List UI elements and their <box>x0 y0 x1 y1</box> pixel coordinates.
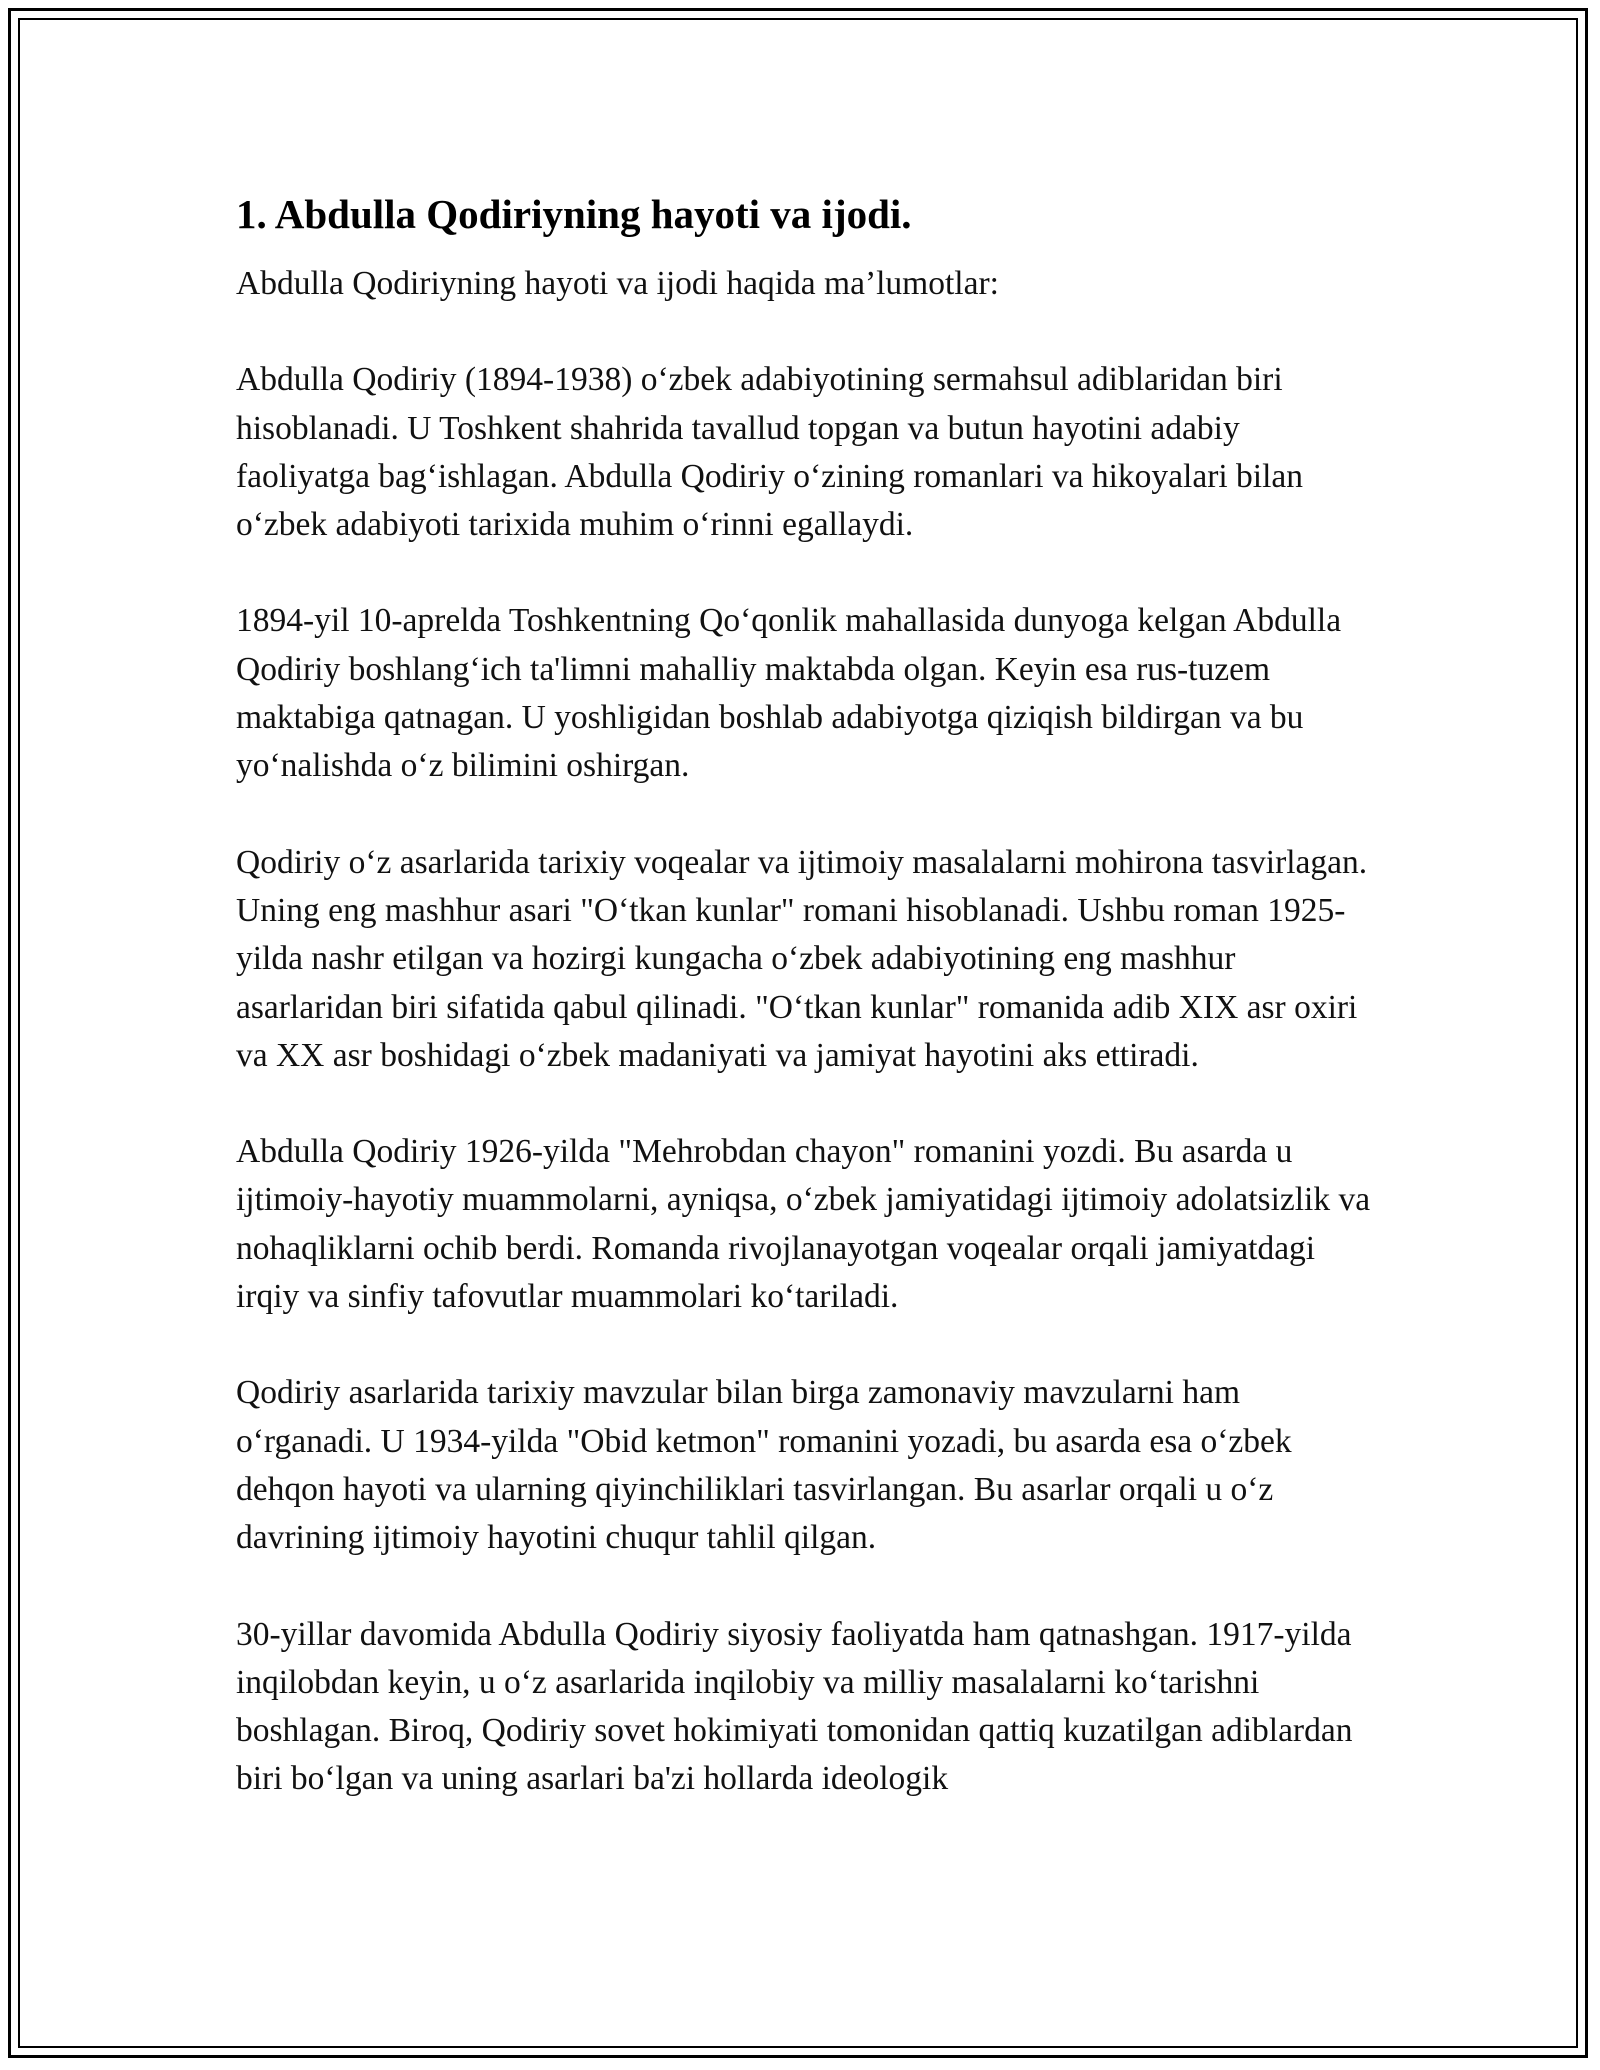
paragraph-otkan-kunlar: Qodiriy o‘z asarlarida tarixiy voqealar va ijtimoiy masalalarni mohirona tasvirlagan. Uning eng mashhur asari "O‘tkan kunlar" romani hisoblanadi. Ushbu roman 1925-yilda nashr etilgan va hozirgi kungacha o‘zbek adabiyotining eng mashhur asarlaridan biri sifatida qabul qilinadi. "O‘tkan kunlar" romanida adib XIX asr oxiri va XX asr boshidagi o‘zbek madaniyati va jamiyat hayotini aks ettiradi. <box>236 843 1368 1074</box>
paragraph-political-activity: 30-yillar davomida Abdulla Qodiriy siyosiy faoliyatda ham qatnashgan. 1917-yilda inqilobdan keyin, u o‘z asarlarida inqilobiy va milliy masalalarni ko‘tarishni boshlagan. Biroq, Qodiriy sovet hokimiyati tomonidan qattiq kuzatilgan adiblardan biri bo‘lgan va uning asarlari ba'zi hollarda ideologik <box>236 1615 1353 1798</box>
intro-paragraph: Abdulla Qodiriyning hayoti va ijodi haqida ma’lumotlar: <box>236 265 999 302</box>
section-heading: 1. Abdulla Qodiriyning hayoti va ijodi. <box>236 191 912 237</box>
paragraph-mehrobdan-chayon: Abdulla Qodiriy 1926-yilda "Mehrobdan chayon" romanini yozdi. Bu asarda u ijtimoiy-hayotiy muammolarni, ayniqsa, o‘zbek jamiyatidagi ijtimoiy adolatsizlik va nohaqliklarni ochib berdi. Romanda rivojlanayotgan voqealar orqali jamiyatdagi irqiy va sinfiy tafovutlar muammolari ko‘tariladi. <box>236 1133 1371 1316</box>
paragraph-obid-ketmon: Qodiriy asarlarida tarixiy mavzular bilan birga zamonaviy mavzularni ham o‘rganadi. U 1934-yilda "Obid ketmon" romanini yozadi, bu asarda esa o‘zbek dehqon hayoti va ularning qiyinchiliklari tasvirlangan. Bu asarlar orqali u o‘z davrining ijtimoiy hayotini chuqur tahlil qilgan. <box>236 1374 1292 1557</box>
paragraph-overview: Abdulla Qodiriy (1894-1938) o‘zbek adabiyotining sermahsul adiblaridan biri hisoblanadi. U Toshkent shahrida tavallud topgan va butun hayotini adabiy faoliyatga bag‘ishlagan. Abdulla Qodiriy o‘zining romanlari va hikoyalari bilan o‘zbek adabiyoti tarixida muhim o‘rinni egallaydi. <box>236 361 1304 544</box>
paragraph-early-life: 1894-yil 10-aprelda Toshkentning Qo‘qonlik mahallasida dunyoga kelgan Abdulla Qodiriy boshlang‘ich ta'limni mahalliy maktabda olgan. Keyin esa rus-tuzem maktabiga qatnagan. U yoshligidan boshlab adabiyotga qiziqish bildirgan va bu yo‘nalishda o‘z bilimini oshirgan. <box>236 602 1342 785</box>
document-body <box>236 188 1376 1852</box>
